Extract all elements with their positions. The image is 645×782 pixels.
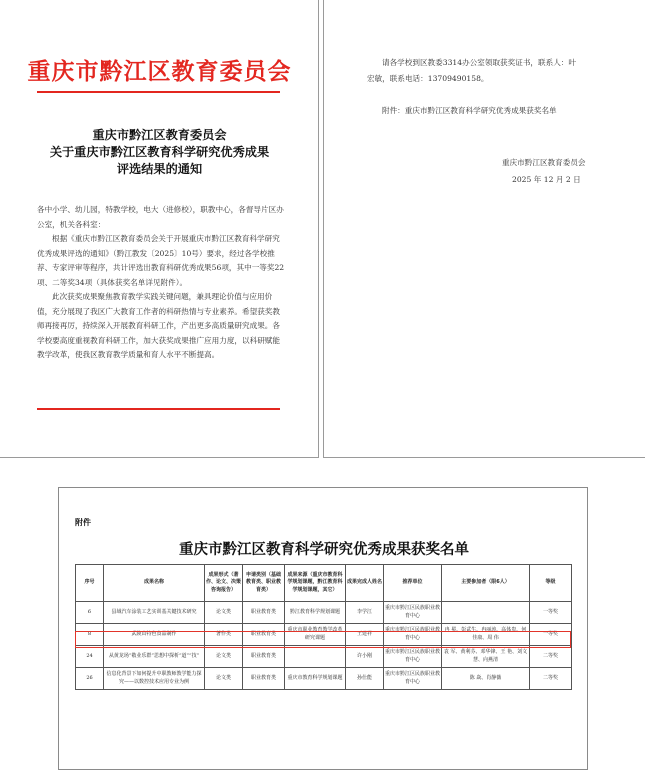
award-table (75, 564, 572, 690)
table-cell: 论文类 (205, 668, 243, 690)
table-cell: 黔江教育科学规划课题 (285, 602, 346, 624)
header-cell: 成果来源（重庆市教育科学规划课题，黔江教育科学规划课题，其它） (285, 565, 346, 602)
table-cell: 武陵山特色食品制作 (104, 624, 205, 646)
signature-org: 重庆市黔江区教育委员会 (502, 158, 586, 167)
table-cell: 6 (76, 602, 104, 624)
table-row (76, 668, 572, 690)
red-divider-top (37, 91, 280, 93)
table-cell: 26 (76, 668, 104, 690)
contact-line-2: 宏敏，联系电话：13709490158。 (367, 74, 489, 83)
notice-title-line-1: 重庆市黔江区教育委员会 (92, 128, 227, 142)
signature-date: 2025 年 12 月 2 日 (512, 175, 581, 184)
header-cell: 推荐单位 (384, 565, 442, 602)
header-cell: 等级 (530, 565, 572, 602)
table-cell: 职业教育类 (243, 646, 285, 668)
table-cell: 职业教育类 (243, 668, 285, 690)
table-cell (442, 602, 530, 624)
table-cell: 职业教育类 (243, 624, 285, 646)
table-cell: 二等奖 (530, 668, 572, 690)
table-row-highlighted (76, 624, 572, 646)
table-cell: 著作类 (205, 624, 243, 646)
header-cell: 成果形式（著作、论文、决策咨询报告） (205, 565, 243, 602)
table-cell: 重庆市教育科学规划课题 (285, 668, 346, 690)
header-cell: 成果名称 (104, 565, 205, 602)
table-cell: 县域汽车涂装工艺实训基关键技术研究 (104, 602, 205, 624)
notice-body (37, 203, 285, 363)
paragraph-1: 根据《重庆市黔江区教育委员会关于开展重庆市黔江区教育科学研究优秀成果评选的通知》（黔江教发〔2025〕10号）要求，经过各学校推荐、专家评审等程序，共计评选出教育科研优秀成果56项，其中一等奖22项、二等奖34项（具体获奖名单详见附件）。 (37, 234, 285, 287)
table-cell: 重庆市职业教育教学改革研究课题 (285, 624, 346, 646)
notice-page-2 (323, 0, 645, 458)
attachment-note: 附件：重庆市黔江区教育科学研究优秀成果获奖名单 (382, 106, 557, 115)
table-cell: 重庆市黔江区民族职业教育中心 (384, 646, 442, 668)
table-cell: 许小刚 (346, 646, 384, 668)
table-cell: 重庆市黔江区民族职业教育中心 (384, 602, 442, 624)
red-divider-bottom (37, 408, 280, 410)
header-cell: 主要参加者（限6人） (442, 565, 530, 602)
award-table-title: 重庆市黔江区教育科学研究优秀成果获奖名单 (179, 541, 469, 558)
table-cell: 职业教育类 (243, 602, 285, 624)
table-cell: 8 (76, 624, 104, 646)
table-cell: 重庆市黔江区民族职业教育中心 (384, 624, 442, 646)
table-row (76, 602, 572, 624)
table-cell: 重庆市黔江区民族职业教育中心 (384, 668, 442, 690)
annex-label: 附件 (75, 518, 91, 527)
table-cell: 论文类 (205, 646, 243, 668)
table-cell: 二等奖 (530, 646, 572, 668)
table-cell: 24 (76, 646, 104, 668)
table-cell: 一等奖 (530, 624, 572, 646)
contact-line-1: 请各学校到区教委3314办公室领取获奖证书，联系人：叶 (382, 58, 576, 67)
table-cell: 陈 焱、肖静薇 (442, 668, 530, 690)
header-cell: 序号 (76, 565, 104, 602)
table-cell: 论文类 (205, 602, 243, 624)
red-letterhead: 重庆市黔江区教育委员会 (27, 58, 292, 85)
notice-title-line-3: 评选结果的通知 (116, 162, 203, 176)
header-cell: 申请类别（基础教育类、职业教育类） (243, 565, 285, 602)
table-cell: 孙仕能 (346, 668, 384, 690)
table-row (76, 646, 572, 668)
notice-title-line-2: 关于重庆市黔江区教育科学研究优秀成果 (49, 145, 270, 159)
header-cell: 成果完成人姓名 (346, 565, 384, 602)
table-cell: 冉 冕、彭武生、冉丽涛、高体贵、何佳康、周 伟 (442, 624, 530, 646)
table-cell: 袁 军、黄利芬、邓华锋、王 艳、刘文慧、向燕清 (442, 646, 530, 668)
table-cell: 王建祥 (346, 624, 384, 646)
table-cell: 李学江 (346, 602, 384, 624)
table-cell: 信息化背景下如何提升中职教师教学能力探究——以数控技术应用专业为例 (104, 668, 205, 690)
salutation: 各中小学、幼儿园，特教学校，电大（进修校），职教中心，各督导片区办公室，机关各科室： (37, 205, 284, 229)
table-header-row (76, 565, 572, 602)
paragraph-2: 此次获奖成果聚焦教育教学实践关键问题，兼具理论价值与应用价值，充分展现了我区广大教育工作者的科研热情与专业素养。希望获奖教师再接再厉，持续深入开展教育科研工作，产出更多高质量研究成果。各学校要高度重视教育科研工作，加大获奖成果推广应用力度，以科研赋能教学改革，使我区教育教学质量和育人水平不断提高。 (37, 292, 280, 359)
notice-page-1 (0, 0, 319, 458)
award-list-page (58, 487, 588, 770)
table-cell (285, 646, 346, 668)
table-cell: 从黄龙场“敬业乐群”思想中探析“道”“技” (104, 646, 205, 668)
table-cell: 一等奖 (530, 602, 572, 624)
